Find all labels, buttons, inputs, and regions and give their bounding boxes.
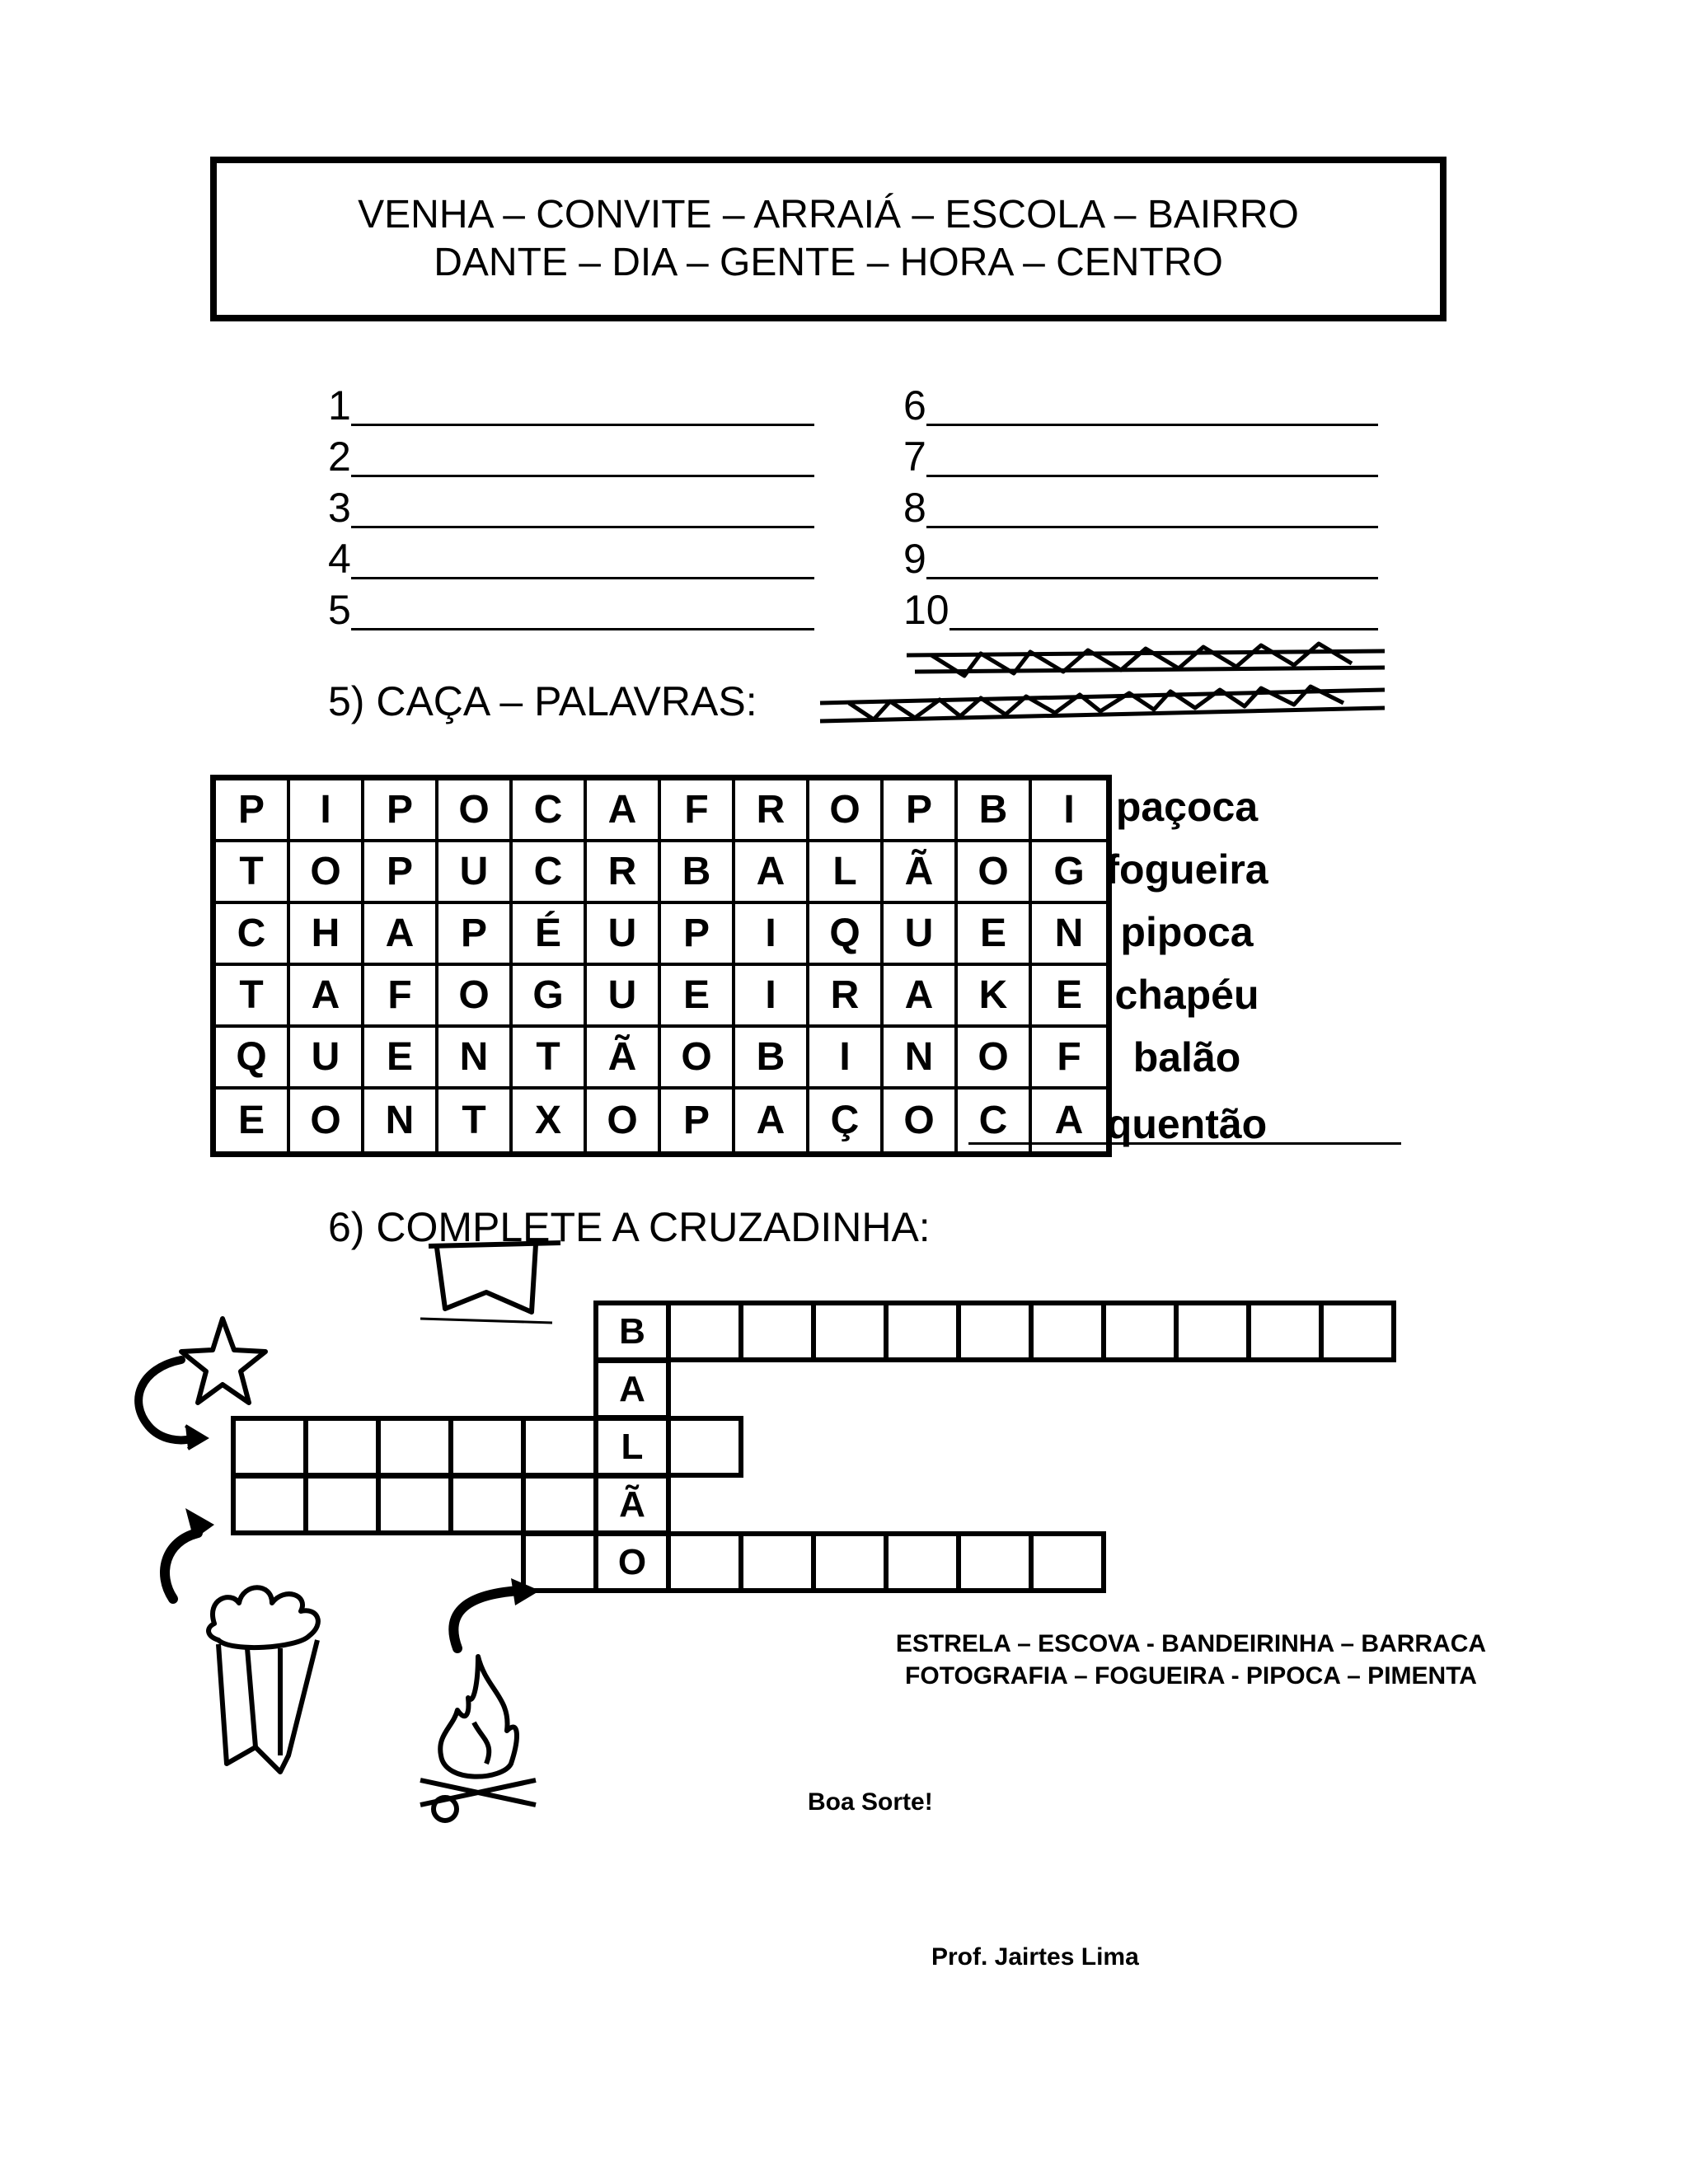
answer-blank[interactable] [351, 486, 814, 528]
word-search-cell[interactable]: K [958, 966, 1032, 1028]
word-search-word: balão [1132, 1034, 1241, 1080]
word-search-title: 5) CAÇA – PALAVRAS: [328, 678, 757, 724]
blank-number: 4 [328, 536, 351, 582]
word-search-cell[interactable]: P [661, 904, 735, 966]
good-luck-text: Boa Sorte! [808, 1788, 933, 1816]
word-search-cell[interactable]: T [216, 966, 290, 1028]
blank-line [903, 375, 1378, 429]
word-search-cell[interactable]: A [290, 966, 364, 1028]
word-search-cell[interactable]: Q [216, 1028, 290, 1090]
word-search-cell[interactable]: F [1032, 1028, 1106, 1090]
answer-blank[interactable] [926, 537, 1378, 579]
blank-number: 8 [903, 485, 926, 531]
word-search-cell[interactable]: A [735, 842, 809, 904]
word-search-cell[interactable]: T [438, 1090, 513, 1151]
divider [968, 1142, 1401, 1145]
blank-number: 2 [328, 434, 351, 480]
blank-line [328, 477, 814, 531]
author-text: Prof. Jairtes Lima [931, 1943, 1139, 1971]
word-search-cell[interactable]: G [513, 966, 587, 1028]
word-search-word: pipoca [1120, 909, 1254, 955]
word-search-cell[interactable]: O [958, 1028, 1032, 1090]
blank-line [903, 426, 1378, 480]
word-search-cell[interactable]: Ã [884, 842, 958, 904]
blank-number: 1 [328, 382, 351, 429]
word-search-cell[interactable]: U [587, 904, 661, 966]
word-search-cell[interactable]: A [587, 780, 661, 842]
crossword-cell[interactable] [376, 1416, 453, 1478]
word-search-cell[interactable]: B [958, 780, 1032, 842]
blank-number: 10 [903, 587, 950, 633]
word-bank-line-2: DANTE – DIA – GENTE – HORA – CENTRO [434, 241, 1223, 284]
blank-number: 9 [903, 536, 926, 582]
crossword-cell[interactable] [521, 1474, 598, 1535]
word-search-cell[interactable]: Ç [809, 1090, 884, 1151]
word-search-cell[interactable]: E [958, 904, 1032, 966]
blank-line [903, 579, 1378, 633]
crossword-cell[interactable] [956, 1531, 1034, 1593]
crossword-cell[interactable] [521, 1416, 598, 1478]
blank-line [328, 375, 814, 429]
word-search-cell[interactable]: T [513, 1028, 587, 1090]
answer-blank[interactable] [351, 537, 814, 579]
word-search-cell[interactable]: P [364, 780, 438, 842]
answer-blank[interactable] [926, 435, 1378, 477]
word-search-cell[interactable]: O [661, 1028, 735, 1090]
word-search-cell[interactable]: C [513, 780, 587, 842]
word-search-word: paçoca [1115, 784, 1259, 830]
crossword-cell[interactable] [666, 1531, 743, 1593]
word-search-cell[interactable]: N [1032, 904, 1106, 966]
word-search-cell[interactable]: C [216, 904, 290, 966]
word-search-cell[interactable]: Ã [587, 1028, 661, 1090]
crossword-word-list-line-1: ESTRELA – ESCOVA - BANDEIRINHA – BARRACA [895, 1630, 1487, 1657]
answer-blank[interactable] [351, 435, 814, 477]
blank-number: 5 [328, 587, 351, 633]
crossword-cell[interactable] [303, 1416, 381, 1478]
crossword-cell[interactable] [1174, 1301, 1251, 1362]
popcorn-icon [148, 1500, 363, 1788]
word-search-cell[interactable]: E [216, 1090, 290, 1151]
word-search-cell[interactable]: U [438, 842, 513, 904]
word-search-cell[interactable]: O [587, 1090, 661, 1151]
answer-blank[interactable] [926, 384, 1378, 426]
crossword-cell[interactable] [811, 1531, 889, 1593]
crossword-cell[interactable] [956, 1301, 1034, 1362]
word-search-cell[interactable]: H [290, 904, 364, 966]
answer-blank[interactable] [926, 486, 1378, 528]
word-bank-line-1: VENHA – CONVITE – ARRAIÁ – ESCOLA – BAIRRO [358, 193, 1299, 237]
crossword-cell[interactable] [811, 1301, 889, 1362]
word-search-cell[interactable]: I [290, 780, 364, 842]
answer-blank[interactable] [351, 384, 814, 426]
crossword-cell[interactable] [738, 1301, 816, 1362]
blank-line [328, 426, 814, 480]
word-search-cell[interactable]: B [735, 1028, 809, 1090]
crossword-cell[interactable] [376, 1474, 453, 1535]
bunting-icon [816, 639, 1393, 738]
crossword-cell[interactable] [666, 1416, 743, 1478]
blanks-right-column [903, 375, 1378, 633]
word-search-cell[interactable]: R [735, 780, 809, 842]
crossword-given-letter-cell: A [593, 1358, 671, 1420]
crossword-cell[interactable] [1319, 1301, 1396, 1362]
word-search-cell[interactable]: F [661, 780, 735, 842]
word-search-cell[interactable]: I [735, 966, 809, 1028]
word-search-cell[interactable]: O [958, 842, 1032, 904]
word-search-cell[interactable]: A [735, 1090, 809, 1151]
word-search-cell[interactable]: N [438, 1028, 513, 1090]
word-search-cell[interactable]: B [661, 842, 735, 904]
crossword-given-letter-cell: O [593, 1531, 671, 1593]
word-bank-box [210, 157, 1447, 321]
answer-blank[interactable] [351, 588, 814, 630]
word-search-cell[interactable]: I [809, 1028, 884, 1090]
crossword-cell[interactable] [884, 1301, 961, 1362]
blank-line [903, 528, 1378, 582]
crossword-cell[interactable] [1246, 1301, 1324, 1362]
word-search-cell[interactable]: E [364, 1028, 438, 1090]
word-search-cell[interactable]: O [809, 780, 884, 842]
blank-number: 3 [328, 485, 351, 531]
crossword-cell[interactable] [448, 1474, 526, 1535]
word-search-cell[interactable]: O [290, 1090, 364, 1151]
crossword-cell[interactable] [884, 1531, 961, 1593]
word-search-word: quentão [1106, 1101, 1268, 1147]
crossword-cell[interactable] [666, 1301, 743, 1362]
word-search-cell[interactable]: I [735, 904, 809, 966]
word-search-cell[interactable]: N [364, 1090, 438, 1151]
word-search-cell[interactable]: N [884, 1028, 958, 1090]
word-search-cell[interactable]: E [1032, 966, 1106, 1028]
word-search-cell[interactable]: X [513, 1090, 587, 1151]
word-search-cell[interactable]: A [884, 966, 958, 1028]
crossword-cell[interactable] [1029, 1531, 1106, 1593]
word-search-cell[interactable]: A [364, 904, 438, 966]
word-search-cell[interactable]: C [513, 842, 587, 904]
blank-line [903, 477, 1378, 531]
blank-line [328, 579, 814, 633]
word-search-cell[interactable]: I [1032, 780, 1106, 842]
crossword-title: 6) COMPLETE A CRUZADINHA: [328, 1204, 931, 1250]
word-search-cell[interactable]: P [438, 904, 513, 966]
word-search-cell[interactable]: O [884, 1090, 958, 1151]
word-search-cell[interactable]: C [958, 1090, 1032, 1151]
word-search-cell[interactable]: R [587, 842, 661, 904]
crossword-word-list-line-2: FOTOGRAFIA – FOGUEIRA - PIPOCA – PIMENTA [905, 1662, 1477, 1690]
crossword-given-letter-cell: B [593, 1301, 671, 1362]
blank-number: 6 [903, 382, 926, 429]
word-search-cell[interactable]: T [216, 842, 290, 904]
word-search-cell[interactable]: P [661, 1090, 735, 1151]
crossword-given-letter-cell: Ã [593, 1474, 671, 1535]
word-search-word: chapéu [1114, 972, 1259, 1018]
word-search-cell[interactable]: U [587, 966, 661, 1028]
crossword-cell[interactable] [448, 1416, 526, 1478]
word-search-cell[interactable]: R [809, 966, 884, 1028]
word-search-cell[interactable]: G [1032, 842, 1106, 904]
crossword-cell[interactable] [1101, 1301, 1179, 1362]
word-search-cell[interactable]: P [884, 780, 958, 842]
word-search-cell[interactable]: A [1054, 1099, 1084, 1142]
word-search-cell[interactable]: U [290, 1028, 364, 1090]
word-search-cell[interactable]: É [513, 904, 587, 966]
word-search-cell[interactable]: L [809, 842, 884, 904]
word-search-cell[interactable]: Q [809, 904, 884, 966]
word-search-cell[interactable]: O [438, 966, 513, 1028]
word-search-cell[interactable]: F [364, 966, 438, 1028]
flag-icon [412, 1236, 577, 1327]
blank-number: 7 [903, 434, 926, 480]
word-search-grid [210, 775, 1112, 1157]
word-search-cell[interactable]: O [438, 780, 513, 842]
blanks-left-column [328, 375, 814, 633]
bonfire-icon [396, 1574, 560, 1838]
crossword-cell[interactable] [1029, 1301, 1106, 1362]
word-search-cell[interactable]: P [216, 780, 290, 842]
word-search-word: fogueira [1105, 846, 1268, 893]
word-search-cell[interactable]: E [661, 966, 735, 1028]
blank-line [328, 528, 814, 582]
answer-blank[interactable] [950, 588, 1378, 630]
word-search-cell[interactable]: U [884, 904, 958, 966]
word-search-cell[interactable]: O [290, 842, 364, 904]
star-icon [124, 1302, 272, 1451]
word-search-cell[interactable]: P [364, 842, 438, 904]
crossword-given-letter-cell: L [593, 1416, 671, 1478]
crossword-cell[interactable] [738, 1531, 816, 1593]
